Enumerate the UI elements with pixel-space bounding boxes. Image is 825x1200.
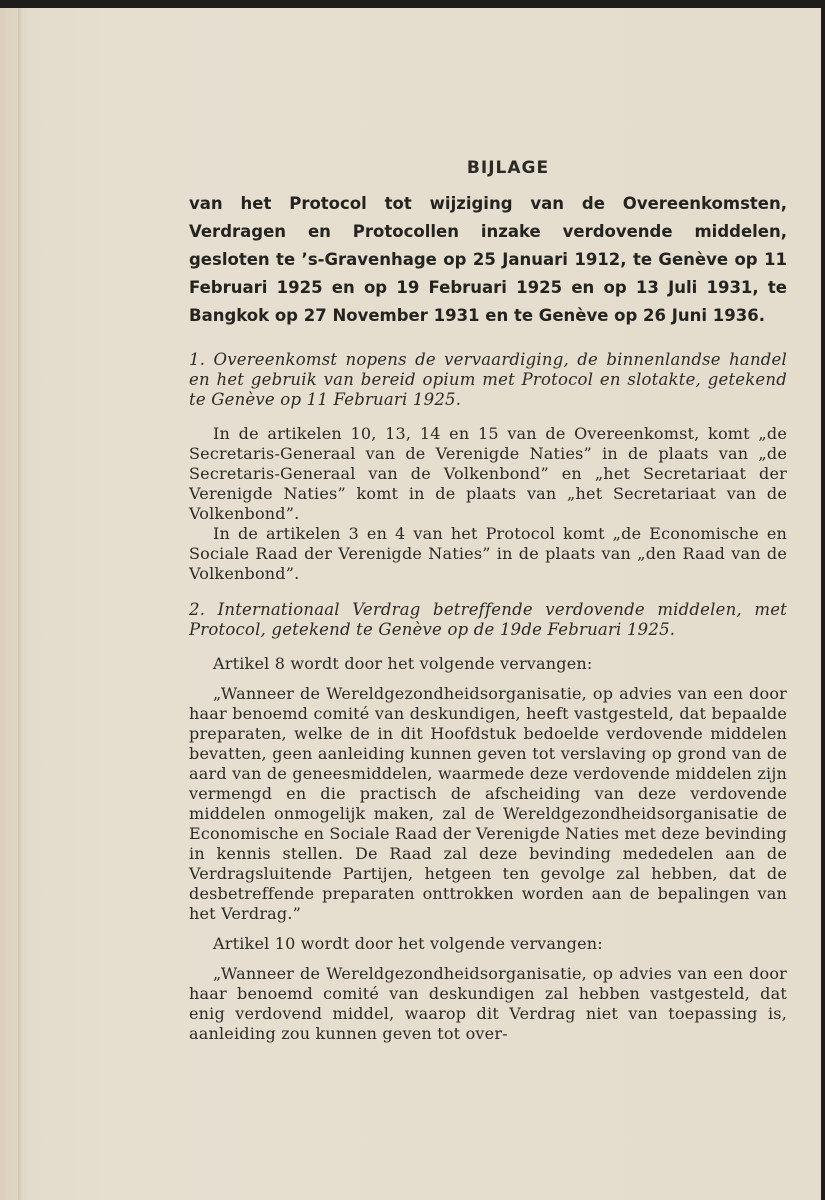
section-2-paragraph-1: Artikel 8 wordt door het volgende vervangen:	[213, 654, 593, 673]
section-1-title: 1. Overeenkomst nopens de vervaardiging, de binnenlandse handel en het gebruik van bereid opium met Protocol en slotakte, getekend te Genève op 11 Februari 1925.	[189, 350, 787, 409]
document-body	[189, 158, 787, 1044]
section-1-paragraph-2: In de artikelen 3 en 4 van het Protocol komt „de Economische en Sociale Raad der Verenigde Naties” in de plaats van „den Raad van de Volkenbond”.	[189, 524, 787, 583]
section-2-title: 2. Internationaal Verdrag betreffende verdovende middelen, met Protocol, getekend te Genève op de 19de Februari 1925.	[189, 600, 787, 639]
section-1-paragraph-1: In de artikelen 10, 13, 14 en 15 van de Overeenkomst, komt „de Secretaris-Generaal van de Verenigde Naties” in de plaats van „de Secretaris-Generaal van de Volkenbond” en „het Secretariaat der Verenigde Naties” komt in de plaats van „het Secretariaat van de Volkenbond”.	[189, 424, 787, 523]
page-spine	[18, 8, 22, 1200]
section-2-paragraph-2: „Wanneer de Wereldgezondheidsorganisatie, op advies van een door haar benoemd comité van deskundigen, heeft vastgesteld, dat bepaalde preparaten, welke de in dit Hoofdstuk bedoelde verdovende middelen bevatten, geen aanleiding kunnen geven tot verslaving op grond van de aard van de geneesmiddelen, waarmede deze verdovende middelen zijn vermengd en die practisch de afscheiding van deze verdovende middelen onmogelijk maken, zal de Wereldgezondheidsorganisatie de Economische en Sociale Raad der Verenigde Naties met deze bevinding in kennis stellen. De Raad zal deze bevinding mededelen aan de Verdragsluitende Partijen, hetgeen ten gevolge zal hebben, dat de desbetreffende preparaten onttrokken worden aan de bepalingen van het Verdrag.”	[189, 684, 787, 923]
document-title: BIJLAGE	[466, 158, 550, 178]
section-2-paragraph-3: Artikel 10 wordt door het volgende vervangen:	[213, 934, 603, 953]
document-subtitle: van het Protocol tot wijziging van de Overeenkomsten, Verdragen en Protocollen inzake verdovende middelen, gesloten te ’s-Gravenhage op 25 Januari 1912, te Genève op 11 Februari 1925 en op 19 Februari 1925 en op 13 Juli 1931, te Bangkok op 27 November 1931 en te Genève op 26 Juni 1936.	[189, 194, 787, 325]
section-2-paragraph-4: „Wanneer de Wereldgezondheidsorganisatie, op advies van een door haar benoemd comité van deskundigen zal hebben vastgesteld, dat enig verdovend middel, waarop dit Verdrag niet van toepassing is, aanleiding zou kunnen geven tot over-	[189, 964, 787, 1043]
document-page	[0, 8, 821, 1200]
